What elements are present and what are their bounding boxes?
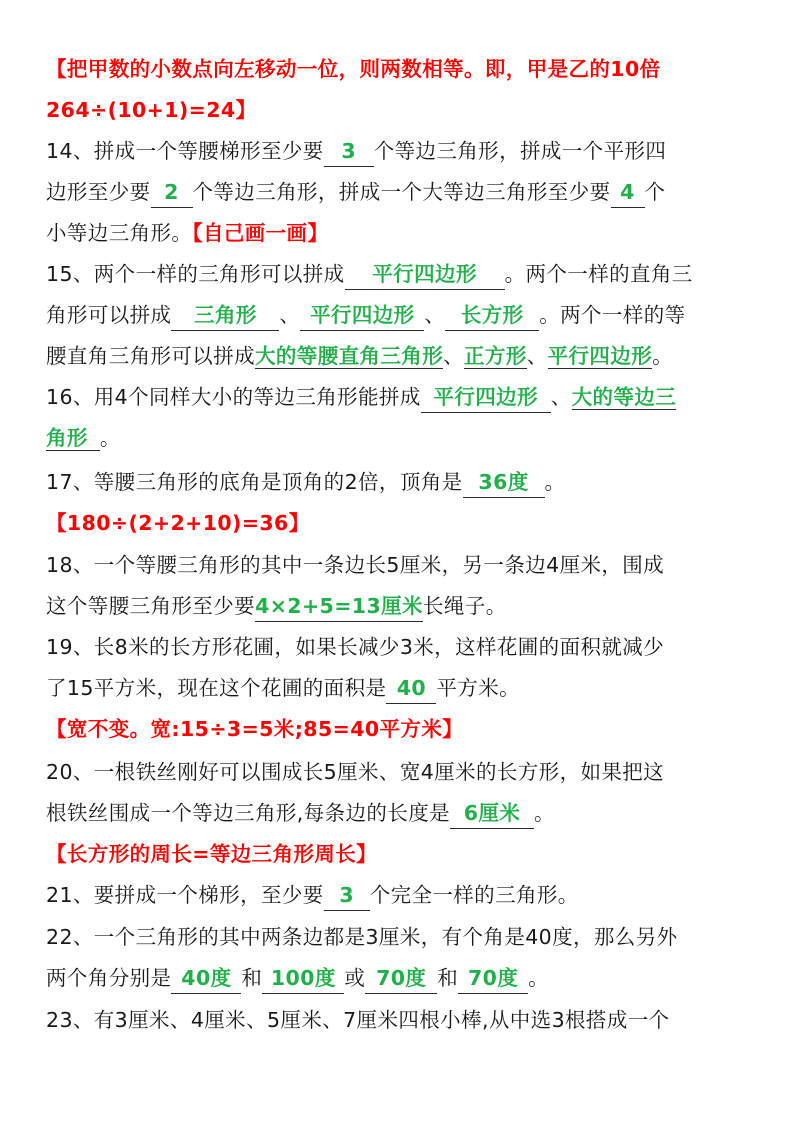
q16-text: 。 bbox=[99, 426, 121, 450]
question-20-line1: 20、一根铁丝刚好可以围成长5厘米、宽4厘米的长方形，如果把这 bbox=[46, 760, 665, 784]
question-20-line2 bbox=[46, 792, 766, 834]
question-19-line2 bbox=[46, 667, 766, 709]
q15-answer-2: 三角形 bbox=[171, 300, 279, 331]
q16-sep: 、 bbox=[550, 385, 572, 409]
q16-answer-1: 平行四边形 bbox=[421, 382, 551, 413]
q17-text: 。 bbox=[544, 470, 566, 494]
question-19-line1: 19、长8米的长方形花圃，如果长减少3米，这样花圃的面积就减少 bbox=[46, 635, 665, 659]
q22-answer-3: 70度 bbox=[365, 963, 437, 994]
q18-text: 长绳子。 bbox=[423, 594, 507, 618]
q14-answer-3: 4 bbox=[611, 177, 645, 208]
question-14-line3 bbox=[46, 212, 766, 254]
q15-answer-4: 长方形 bbox=[445, 300, 539, 331]
q22-text: 。 bbox=[528, 966, 550, 990]
question-23-line1: 23、有3厘米、4厘米、5厘米、7厘米四根小棒,从中选3根搭成一个 bbox=[46, 1008, 670, 1032]
q22-answer-1: 40度 bbox=[171, 963, 241, 994]
q22-word: 和 bbox=[437, 966, 459, 990]
q19-note: 【宽不变。宽:15÷3=5米;85=40平方米】 bbox=[46, 717, 464, 741]
question-14-line2 bbox=[46, 171, 766, 213]
q20-note: 【长方形的周长=等边三角形周长】 bbox=[46, 842, 378, 866]
q15-answer-3: 平行四边形 bbox=[300, 300, 424, 331]
q14-text: 14、拼成一个等腰梯形至少要 bbox=[46, 139, 324, 163]
question-14-line1 bbox=[46, 130, 766, 172]
q17-text: 17、等腰三角形的底角是顶角的2倍，顶角是 bbox=[46, 470, 463, 494]
q15-answer-6: 正方形 bbox=[464, 344, 527, 368]
q14-answer-1: 3 bbox=[324, 136, 374, 167]
q15-text: 。两个一样的直角三 bbox=[504, 262, 693, 286]
q15-sep: 、 bbox=[443, 344, 465, 368]
q22-answer-2: 100度 bbox=[262, 963, 344, 994]
q16-answer-2b: 角形 bbox=[46, 426, 100, 451]
q20-answer-1: 6厘米 bbox=[450, 798, 534, 829]
q21-answer-1: 3 bbox=[324, 880, 370, 911]
q14-text: 边形至少要 bbox=[46, 180, 151, 204]
q15-sep: 、 bbox=[279, 303, 301, 327]
q19-answer-1: 40 bbox=[386, 673, 436, 704]
q14-text: 个等边三角形，拼成一个大等边三角形至少要 bbox=[192, 180, 611, 204]
q15-text: 角形可以拼成 bbox=[46, 303, 172, 327]
q15-answer-7: 平行四边形 bbox=[547, 344, 653, 368]
question-17-line1 bbox=[46, 461, 766, 503]
q15-text: 。两个一样的等 bbox=[539, 303, 686, 327]
question-22-line2 bbox=[46, 957, 766, 999]
q21-text: 个完全一样的三角形。 bbox=[369, 883, 579, 907]
q19-text: 了15平方米，现在这个花圃的面积是 bbox=[46, 676, 387, 700]
q20-text: 。 bbox=[534, 801, 555, 825]
q14-answer-2: 2 bbox=[151, 177, 193, 208]
q15-answer-5: 大的等腰直角三角形 bbox=[255, 344, 444, 368]
q14-text: 个 bbox=[644, 180, 666, 204]
q15-sep: 、 bbox=[526, 344, 548, 368]
q19-text: 平方米。 bbox=[436, 676, 520, 700]
question-18-line1: 18、一个等腰三角形的其中一条边长5厘米，另一条边4厘米，围成 bbox=[46, 553, 665, 577]
q16-answer-2a: 大的等边三 bbox=[571, 385, 677, 409]
question-21-line1 bbox=[46, 874, 766, 916]
q22-word: 或 bbox=[344, 966, 366, 990]
question-15-line2 bbox=[46, 294, 766, 336]
question-16-line1 bbox=[46, 376, 766, 418]
q15-answer-1: 平行四边形 bbox=[345, 259, 505, 290]
note-q13-line2: 264÷(10+1)=24】 bbox=[46, 98, 257, 122]
q18-answer-1: 4×2+5=13厘米 bbox=[255, 591, 423, 622]
question-15-line3 bbox=[46, 335, 766, 377]
q17-answer-1: 36度 bbox=[463, 467, 545, 498]
q14-text: 小等边三角形。 bbox=[46, 221, 193, 245]
q22-word: 和 bbox=[241, 966, 263, 990]
q14-note: 【自己画一画】 bbox=[192, 221, 329, 245]
q15-text: 。 bbox=[652, 344, 674, 368]
q15-text: 腰直角三角形可以拼成 bbox=[46, 344, 255, 368]
question-22-line1: 22、一个三角形的其中两条边都是3厘米，有个角是40度，那么另外 bbox=[46, 925, 678, 949]
q17-note: 【180÷(2+2+10)=36】 bbox=[46, 511, 310, 535]
question-16-line2 bbox=[46, 417, 766, 459]
q20-text: 根铁丝围成一个等边三角形,每条边的长度是 bbox=[46, 801, 451, 825]
note-q13-line1: 【把甲数的小数点向左移动一位，则两数相等。即，甲是乙的10倍 bbox=[46, 57, 661, 81]
question-18-line2 bbox=[46, 585, 766, 627]
q21-text: 21、要拼成一个梯形，至少要 bbox=[46, 883, 324, 907]
q14-text: 个等边三角形，拼成一个平形四 bbox=[373, 139, 667, 163]
q15-sep: 、 bbox=[424, 303, 446, 327]
q18-text: 这个等腰三角形至少要 bbox=[46, 594, 255, 618]
q22-text: 两个角分别是 bbox=[46, 966, 172, 990]
q16-text: 16、用4个同样大小的等边三角形能拼成 bbox=[46, 385, 421, 409]
q15-text: 15、两个一样的三角形可以拼成 bbox=[46, 262, 345, 286]
question-15-line1 bbox=[46, 253, 766, 295]
q22-answer-4: 70度 bbox=[458, 963, 528, 994]
